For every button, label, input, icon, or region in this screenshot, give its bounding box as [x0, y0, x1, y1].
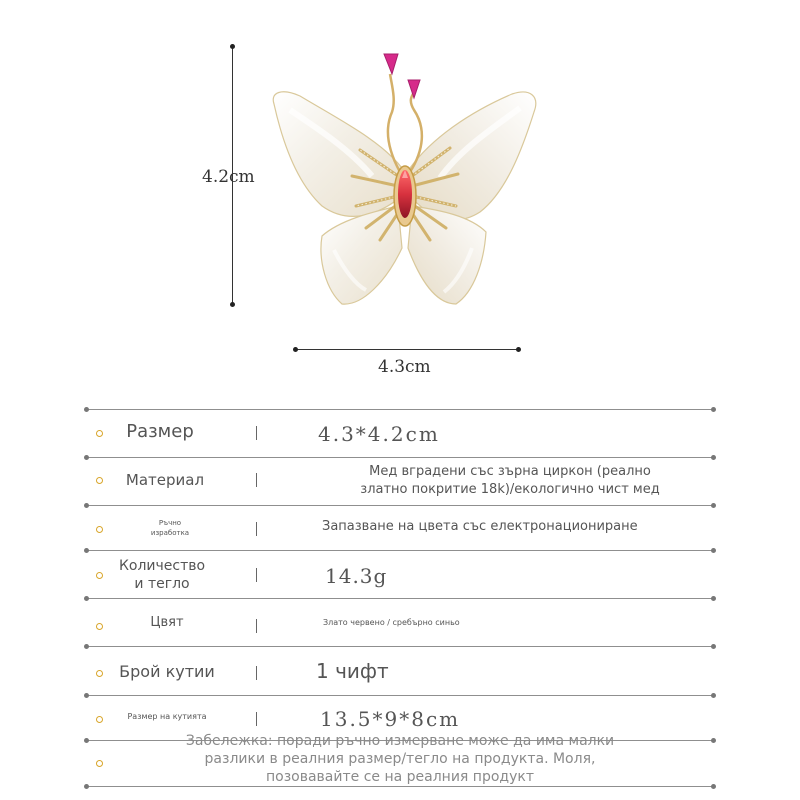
spec-label-color: Цвят [150, 615, 184, 630]
rule-end-dot [84, 503, 89, 508]
column-separator [256, 473, 257, 487]
row-bullet-icon [96, 716, 103, 723]
width-dimension-label: 4.3cm [378, 357, 431, 377]
rule-end-dot [711, 784, 716, 789]
column-separator [256, 426, 257, 440]
row-bullet-icon [96, 477, 103, 484]
spec-value-handmade: Запазване на цвета със електронациониране [322, 519, 638, 534]
width-dimension-line [296, 349, 518, 350]
rule-end-dot [711, 693, 716, 698]
table-rule [86, 646, 714, 647]
column-separator [256, 522, 257, 536]
rule-end-dot [711, 455, 716, 460]
spec-label-quantity-weight [110, 557, 214, 593]
width-line-left-dot [293, 347, 298, 352]
note-line: позовавайте се на реалния продукт [266, 769, 534, 785]
column-separator [256, 666, 257, 680]
rule-end-dot [711, 644, 716, 649]
height-line-top-dot [230, 44, 235, 49]
row-bullet-icon [96, 670, 103, 677]
table-rule [86, 786, 714, 787]
row-bullet-icon [96, 572, 103, 579]
rule-end-dot [711, 596, 716, 601]
row-bullet-icon [96, 430, 103, 437]
spec-value-color: Злато червено / сребърно синьо [323, 618, 460, 627]
disclaimer-note [110, 732, 690, 786]
table-rule [86, 409, 714, 410]
table-rule [86, 505, 714, 506]
spec-label-handmade [130, 518, 210, 538]
note-line: Забележка: поради ръчно измерване може да има малки [185, 733, 615, 749]
height-line-bottom-dot [230, 302, 235, 307]
row-bullet-icon [96, 623, 103, 630]
rule-end-dot [84, 596, 89, 601]
spec-label-line: и тегло [134, 576, 190, 592]
spec-value-weight: 14.3g [325, 564, 388, 588]
rule-end-dot [711, 548, 716, 553]
spec-value-material [330, 463, 690, 499]
column-separator [256, 712, 257, 726]
table-rule [86, 550, 714, 551]
row-bullet-icon [96, 526, 103, 533]
butterfly-brooch-image [262, 40, 552, 320]
rule-end-dot [84, 644, 89, 649]
height-dimension-label: 4.2cm [202, 167, 255, 187]
rule-end-dot [84, 784, 89, 789]
rule-end-dot [711, 503, 716, 508]
table-rule [86, 598, 714, 599]
spec-value-box-count: 1 чифт [316, 659, 389, 683]
spec-value-material-line: златно покритие 18k)/екологично чист мед [360, 482, 660, 497]
rule-end-dot [84, 407, 89, 412]
column-separator [256, 568, 257, 582]
note-line: разлики в реалния размер/тегло на продукта. Моля, [204, 751, 596, 767]
spec-label-size: Размер [126, 421, 194, 442]
spec-label-line: изработка [150, 529, 190, 537]
spec-value-size: 4.3*4.2cm [318, 422, 440, 446]
spec-value-box-size: 13.5*9*8cm [320, 707, 461, 731]
width-line-right-dot [516, 347, 521, 352]
table-rule [86, 695, 714, 696]
rule-end-dot [711, 738, 716, 743]
rule-end-dot [84, 738, 89, 743]
table-rule [86, 457, 714, 458]
rule-end-dot [84, 548, 89, 553]
spec-label-box-size: Размер на кутията [127, 712, 207, 721]
spec-label-box-count: Брой кутии [119, 662, 215, 681]
rule-end-dot [84, 455, 89, 460]
spec-label-line: Ръчно [158, 519, 182, 527]
rule-end-dot [84, 693, 89, 698]
row-bullet-icon [96, 760, 103, 767]
spec-value-material-line: Мед вградени със зърна циркон (реално [369, 464, 651, 479]
spec-label-line: Количество [118, 558, 206, 574]
spec-label-material: Материал [125, 471, 205, 489]
column-separator [256, 619, 257, 633]
rule-end-dot [711, 407, 716, 412]
